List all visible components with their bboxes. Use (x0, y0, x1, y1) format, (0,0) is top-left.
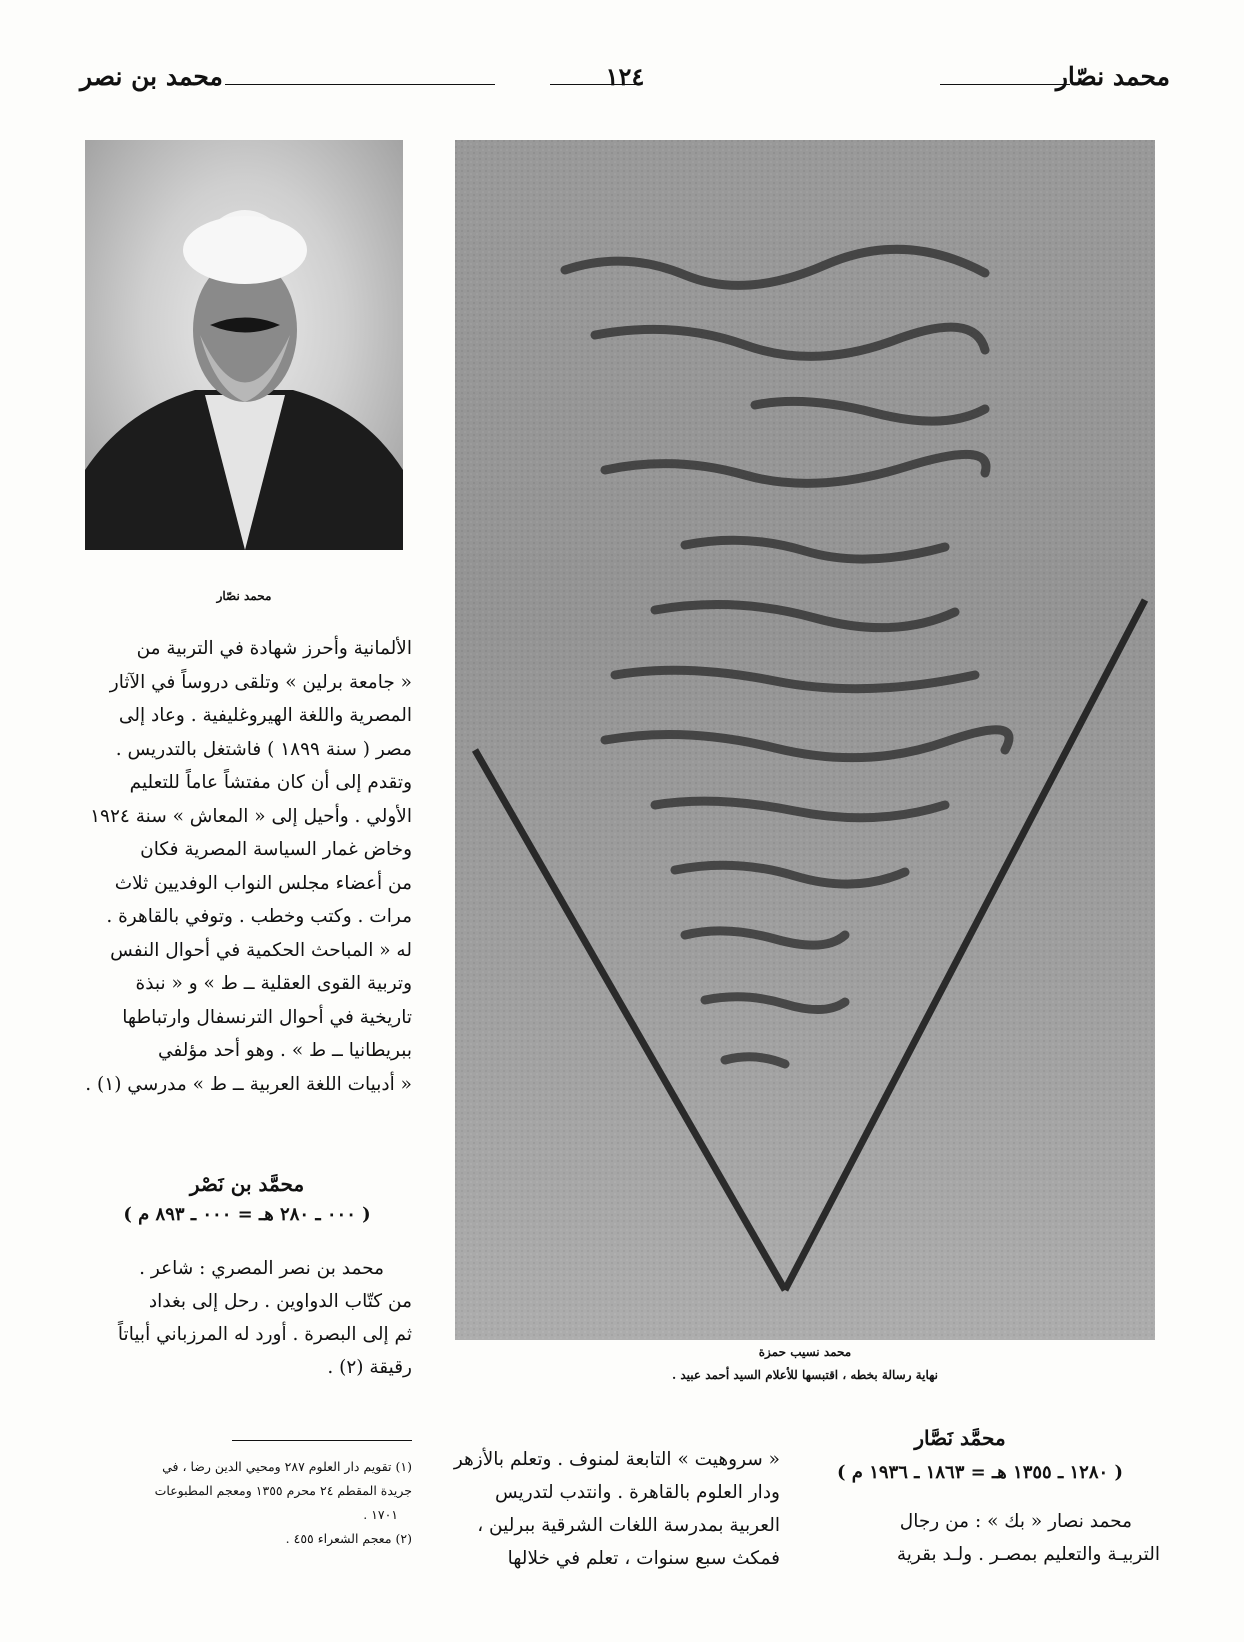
text-line: « جامعة برلين » وتلقى دروساً في الآثار (109, 671, 412, 693)
entry-title-nasr: محمَّد بن نَصْر (189, 1172, 305, 1196)
text-line: « أدبيات اللغة العربية ــ ط » مدرسي (١) . (85, 1073, 412, 1095)
entry-title-nassar: محمَّد نَصَّار (914, 1426, 1006, 1450)
header-rule (225, 84, 495, 85)
entry-dates-nasr: ( ٠٠٠ ـ ٢٨٠ هـ = ٠٠٠ ـ ٨٩٣ م ) (123, 1204, 371, 1225)
text-line: الألمانية وأحرز شهادة في التربية من (136, 638, 412, 659)
text-line: وتقدم إلى أن كان مفتشاً عاماً للتعليم (129, 772, 412, 793)
text-line: من أعضاء مجلس النواب الوفديين ثلاث (114, 872, 412, 894)
text-line: التربيـة والتعليم بمصـر . ولـد بقرية (896, 1544, 1160, 1565)
letter-drawing (455, 140, 1155, 1340)
text-line: مصر ( سنة ١٨٩٩ ) فاشتغل بالتدريس . (115, 738, 412, 760)
footnote-line: جريدة المقطم ٢٤ محرم ١٣٥٥ ومعجم المطبوعات (154, 1483, 412, 1498)
page-header (80, 62, 1170, 102)
entry-dates-nassar: ( ١٢٨٠ ـ ١٣٥٥ هـ = ١٨٦٣ ـ ١٩٣٦ م ) (837, 1462, 1123, 1483)
footnote-line: (١) تقويم دار العلوم ٢٨٧ ومحيي الدين رضا ، في (162, 1459, 412, 1474)
middle-column-text (450, 1443, 780, 1575)
portrait-drawing (85, 140, 403, 550)
text-line: وخاض غمار السياسة المصرية فكان (140, 839, 412, 860)
text-line: العربية بمدرسة اللغات الشرقية ببرلين ، (477, 1515, 780, 1536)
text-line: محمد نصار « بك » : من رجال (899, 1511, 1132, 1532)
text-line: محمد بن نصر المصري : شاعر . (139, 1258, 384, 1279)
header-rule (550, 84, 640, 85)
text-line: فمكث سبع سنوات ، تعلم في خلالها (507, 1548, 780, 1569)
entry-body-nasr (82, 1252, 412, 1384)
text-line: من كتّاب الدواوين . رحل إلى بغداد (148, 1291, 412, 1312)
portrait-photo (85, 140, 403, 550)
text-line: رقيقة (٢) . (327, 1357, 412, 1378)
portrait-caption: محمد نصّار (216, 589, 272, 603)
text-line: مرات . وكتب وخطب . وتوفي بالقاهرة . (106, 906, 412, 927)
letter-caption-name: محمد نسيب حمزة (758, 1345, 852, 1359)
page-number: ١٢٤ (605, 62, 645, 91)
text-line: « سروهيت » التابعة لمنوف . وتعلم بالأزهر (453, 1449, 780, 1470)
text-line: ودار العلوم بالقاهرة . وانتدب لتدريس (495, 1482, 780, 1503)
running-title-left: محمد بن نصر (80, 62, 223, 91)
text-line: له « المباحث الحكمية في أحوال النفس (110, 939, 412, 961)
biography-continued (82, 632, 412, 1101)
text-line: ثم إلى البصرة . أورد له المرزباني أبياتاً (117, 1324, 412, 1345)
footnotes (82, 1455, 412, 1551)
footnote-line: ١٧٠١ . (363, 1507, 398, 1522)
text-line: المصرية واللغة الهيروغليفية . وعاد إلى (118, 705, 412, 726)
handwritten-letter-image (455, 140, 1155, 1340)
letter-caption-note: نهاية رسالة بخطه ، اقتبسها للأعلام السيد أحمد عبيد . (672, 1368, 938, 1382)
text-line: تاريخية في أحوال الترنسفال وارتباطها (122, 1006, 412, 1028)
text-line: وتربية القوى العقلية ــ ط » و « نبذة (135, 973, 412, 994)
running-title-right: محمد نصّار (1055, 62, 1170, 91)
footnote-rule (232, 1440, 412, 1441)
text-line: الأولي . وأحيل إلى « المعاش » سنة ١٩٢٤ (90, 805, 412, 827)
footnote-line: (٢) معجم الشعراء ٤٥٥ . (285, 1531, 412, 1546)
entry-body-nassar (800, 1505, 1160, 1571)
text-line: ببريطانيا ــ ط » . وهو أحد مؤلفي (158, 1040, 412, 1061)
